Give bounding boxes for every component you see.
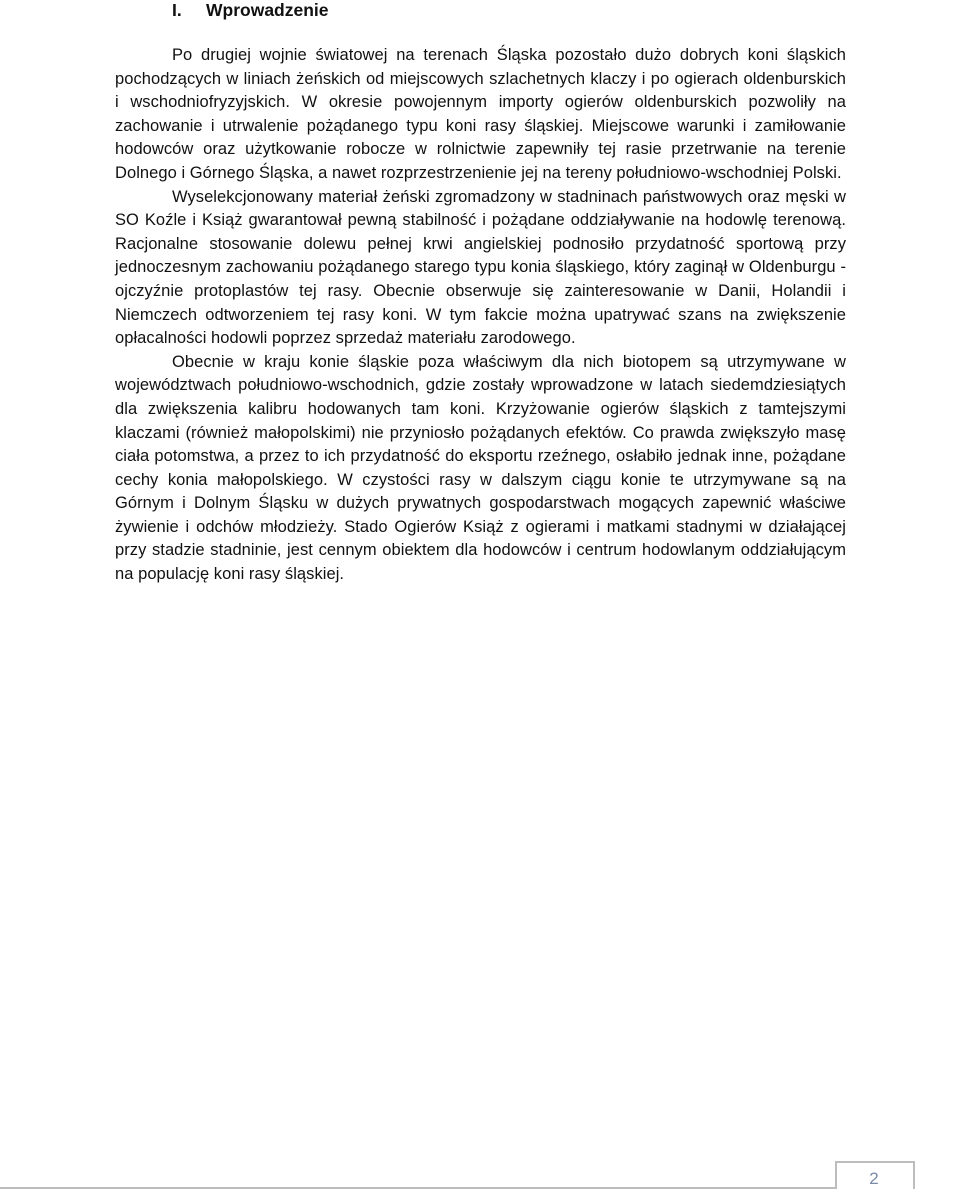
paragraph: Obecnie w kraju konie śląskie poza właściwym dla nich biotopem są utrzymywane w województwach południowo-wschodnich, gdzie zostały wprowadzone w latach siedemdziesiątych dla zwiększenia kalibru hodowanych tam koni. Krzyżowanie ogierów śląskich z tamtejszymi klaczami (również małopolskimi) nie przyniosło pożądanych efektów. Co prawda zwiększyło masę ciała potomstwa, a przez to ich przydatność do eksportu rzeźnego, osłabiło jednak inne, pożądane cechy konia małopolskiego. W czystości rasy w dalszym ciągu konie te utrzymywane są na Górnym i Dolnym Śląsku w dużych prywatnych gospodarstwach mogących zapewnić właściwe żywienie i odchów młodzieży. Stado Ogierów Książ z ogierami i matkami stadnymi w działającej przy stadzie stadninie, jest cennym obiektem dla hodowców i centrum hodowlanym oddziałującym na populację koni rasy śląskiej. (115, 352, 846, 584)
section-title: Wprowadzenie (206, 0, 329, 20)
paragraph: Wyselekcjonowany materiał żeński zgromadzony w stadninach państwowych oraz męski w SO Koźle i Książ gwarantował pewną stabilność i pożądane oddziaływanie na hodowlę terenową. Racjonalne stosowanie dolewu pełnej krwi angielskiej podnosiło przydatność sportową przy jednoczesnym zachowaniu pożądanego starego typu konia śląskiego, który zaginął w Oldenburgu - ojczyźnie protoplastów tej rasy. Obecnie obserwuje się zainteresowanie w Danii, Holandii i Niemczech odtworzeniem tej rasy koni. W tym fakcie można upatrywać szans na zwiększenie opłacalności hodowli poprzez sprzedaż materiału zarodowego. (115, 187, 846, 348)
page-number: 2 (869, 1169, 879, 1188)
section-number: I. (172, 0, 182, 20)
section-heading (172, 0, 329, 22)
footer-divider (0, 1187, 835, 1189)
page-number-box (835, 1161, 915, 1189)
paragraph: Po drugiej wojnie światowej na terenach Śląska pozostało dużo dobrych koni śląskich pochodzących w liniach żeńskich od miejscowych szlachetnych klaczy i po ogierach oldenburskich i wschodniofryzyjskich. W okresie powojennym importy ogierów oldenburskich pozwoliły na zachowanie i utrwalenie pożądanego typu koni rasy śląskiej. Miejscowe warunki i zamiłowanie hodowców oraz użytkowanie robocze w rolnictwie zapewniły tej rasie przetrwanie na terenie Dolnego i Górnego Śląska, a nawet rozprzestrzenienie jej na tereny południowo-wschodniej Polski. (115, 46, 846, 182)
body-text (115, 44, 846, 587)
